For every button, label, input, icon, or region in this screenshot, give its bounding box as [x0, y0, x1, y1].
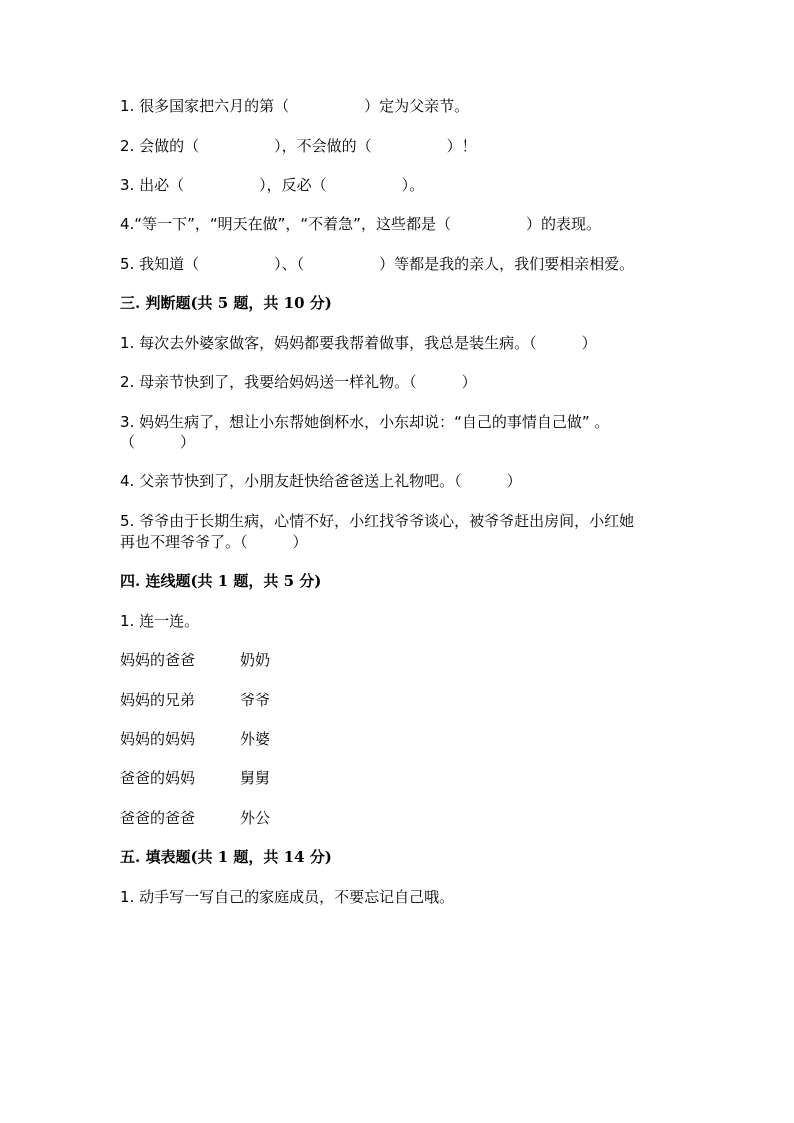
- match-left-item: 妈妈的兄弟: [120, 691, 196, 709]
- match-right-item: 爷爷: [240, 691, 271, 709]
- match-left-item: 妈妈的妈妈: [120, 730, 196, 748]
- match-right-item: 奶奶: [240, 651, 271, 669]
- fill-question-4: 4.“等一下”，“明天在做”，“不着急”，这些都是（ ）的表现。: [120, 215, 601, 233]
- match-left-item: 爸爸的妈妈: [120, 769, 196, 787]
- fill-question-1: 1. 很多国家把六月的第（ ）定为父亲节。: [120, 97, 470, 115]
- judge-question-5: 5. 爷爷由于长期生病，心情不好，小红找爷爷谈心，被爷爷赶出房间，小红她: [120, 512, 635, 530]
- section-4-title: 四. 连线题(共 1 题，共 5 分): [120, 572, 322, 590]
- judge-question-3: 3. 妈妈生病了，想让小东帮她倒杯水，小东却说：“自己的事情自己做” 。: [120, 413, 610, 431]
- match-left-item: 爸爸的爸爸: [120, 809, 196, 827]
- judge-question-3-blank: （ ）: [120, 433, 196, 451]
- match-right-item: 舅舅: [240, 769, 271, 787]
- judge-question-2: 2. 母亲节快到了，我要给妈妈送一样礼物。（ ）: [120, 373, 477, 391]
- judge-question-4: 4. 父亲节快到了，小朋友赶快给爸爸送上礼物吧。（ ）: [120, 472, 522, 490]
- match-right-item: 外婆: [240, 730, 271, 748]
- section-5-title: 五. 填表题(共 1 题，共 14 分): [120, 848, 332, 866]
- match-right-item: 外公: [240, 809, 271, 827]
- fill-question-3: 3. 出必（ ），反必（ ）。: [120, 176, 425, 194]
- judge-question-1: 1. 每次去外婆家做客，妈妈都要我帮着做事，我总是装生病。（ ）: [120, 334, 597, 352]
- fill-question-5: 5. 我知道（ ）、（ ）等都是我的亲人，我们要相亲相爱。: [120, 255, 635, 273]
- table-prompt: 1. 动手写一写自己的家庭成员，不要忘记自己哦。: [120, 888, 455, 906]
- judge-question-5-cont: 再也不理爷爷了。（ ）: [120, 533, 308, 551]
- fill-question-2: 2. 会做的（ ），不会做的（ ）！: [120, 137, 477, 155]
- match-prompt: 1. 连一连。: [120, 612, 200, 630]
- match-left-item: 妈妈的爸爸: [120, 651, 196, 669]
- section-3-title: 三. 判断题(共 5 题，共 10 分): [120, 294, 332, 312]
